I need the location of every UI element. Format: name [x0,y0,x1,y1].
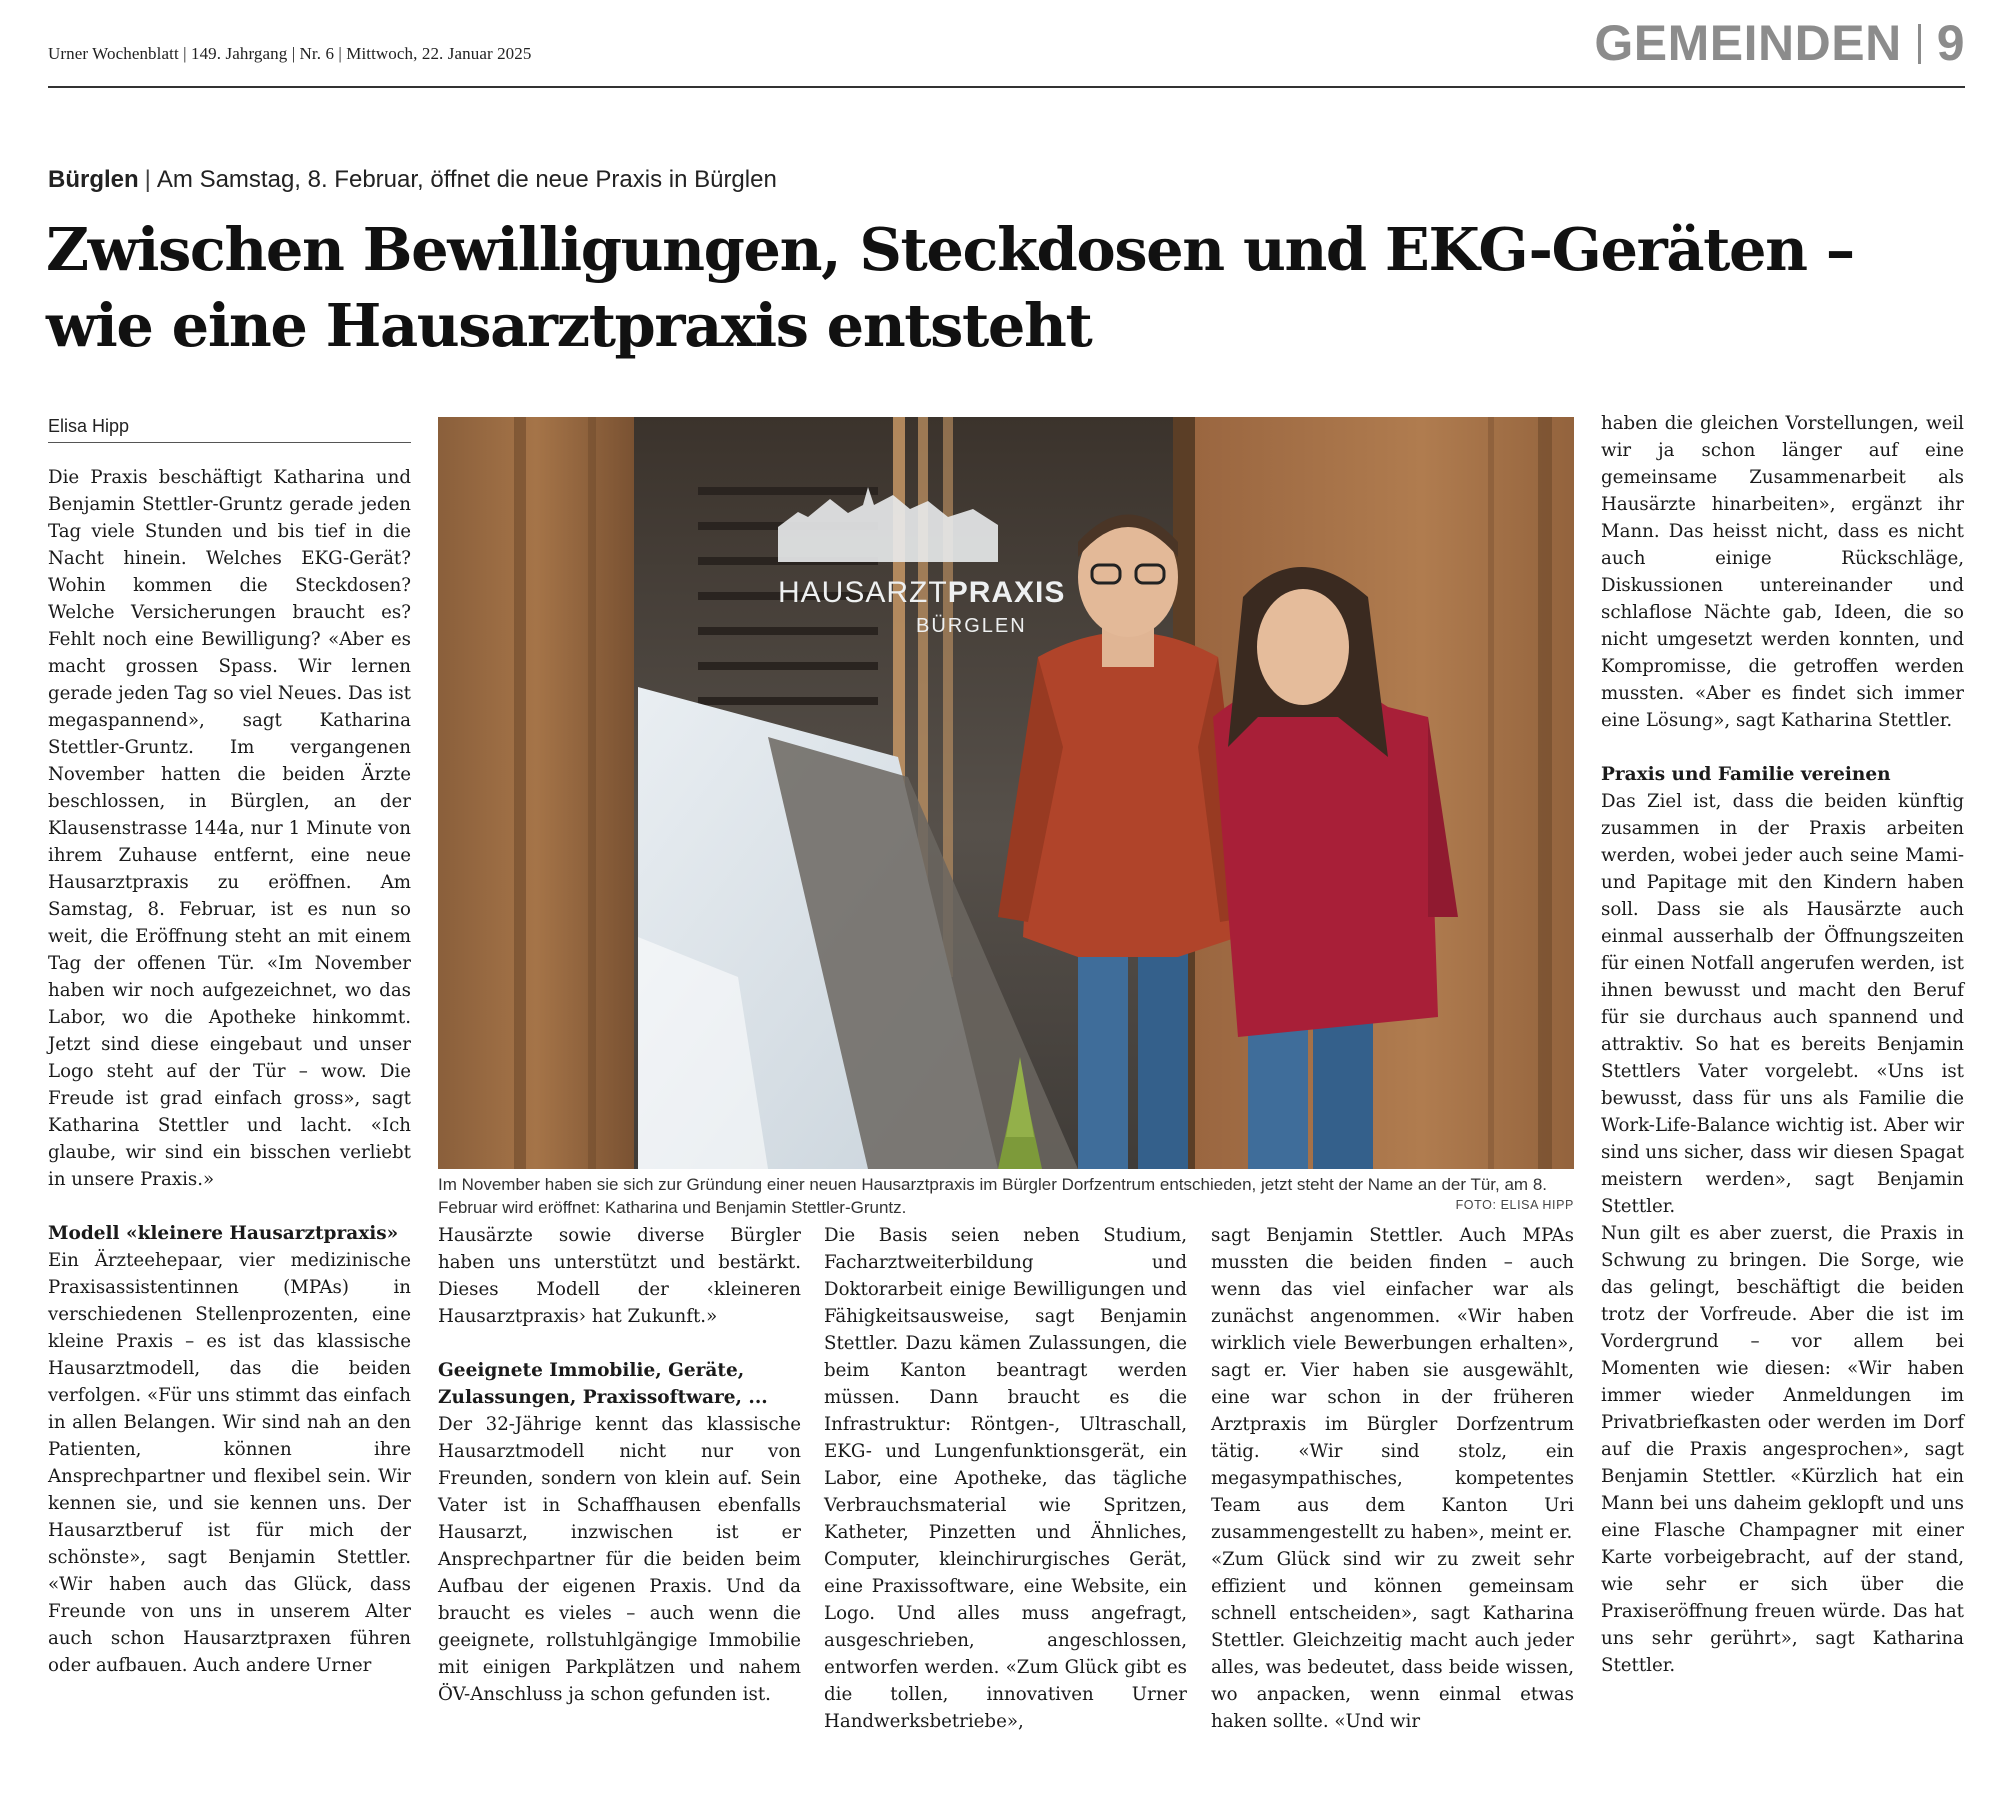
paragraph: Die Praxis beschäftigt Katharina und Benjamin Stettler-Gruntz gerade jeden Tag viele Stunden und bis tief in die Nacht hinein. Welches EKG-Gerät? Wohin kommen die Steckdosen? Welche Versicherungen braucht es? Fehlt noch eine Bewilligung? «Aber es macht grossen Spass. Wir lernen gerade jeden Tag so viel Neues. Das ist megaspannend», sagt Katharina Stettler-Gruntz. Im vergangenen November hatten die beiden Ärzte beschlossen, in Bürglen, an der Klausenstrasse 144a, nur 1 Minute von ihrem Zuhause entfernt, eine neue Hausarztpraxis zu eröffnen. Am Samstag, 8. Februar, ist es nun so weit, die Eröffnung steht an mit einem Tag der offenen Tür. «Im November haben wir noch aufgezeichnet, wo das Labor, wo die Apotheke hinkommt. Jetzt sind diese eingebaut und unser Logo steht auf der Tür – wow. Die Freude ist grad einfach gross», sagt Katharina Stettler und lacht. «Ich glaube, wir sind ein bisschen verliebt in unsere Praxis.» [48,467,411,1190]
paragraph: Der 32-Jährige kennt das klassische Hausarztmodell nicht nur von Freunden, sondern von klein auf. Sein Vater ist in Schaffhausen ebenfalls Hausarzt, inzwischen ist er Ansprechpartner für die beiden beim Aufbau der eigenen Praxis. Und da braucht es vieles – auch wenn die geeignete, rollstuhlgängige Immobilie mit einigen Parkplätzen und nahem ÖV-Anschluss ja schon gefunden ist. [438,1414,801,1705]
subheading: Praxis und Familie vereinen [1601,764,1891,785]
spacer [1601,734,1964,761]
article-column-1 [48,464,411,1679]
article-column-4 [1211,1222,1574,1735]
kicker-place: Bürglen [48,166,139,193]
photo-illustration [438,417,1574,1169]
photo-caption [438,1173,1574,1219]
sign-text: HAUSARZTPRAXIS [778,576,1066,609]
subheading: Geeignete Immobilie, Geräte, Zulassungen, Praxissoftware, ... [438,1360,768,1408]
header-rule [48,86,1965,88]
sign-place: BÜRGLEN [916,615,1027,637]
article-column-5 [1601,410,1964,1679]
page-number: 9 [1936,15,1965,71]
section-heading [1594,14,1965,72]
paragraph: Das Ziel ist, dass die beiden künftig zusammen in der Praxis arbeiten werden, wobei jeder auch seine Mami- und Papitage mit den Kindern haben soll. Dass sie als Hausärzte auch einmal ausserhalb der Öffnungszeiten für einen Notfall angerufen werden, ist ihnen bewusst und macht den Beruf für sie durchaus auch spannend und attraktiv. So hat es bereits Benjamin Stettlers Vater vorgelebt. «Uns ist bewusst, dass für uns als Familie die Work-Life-Balance wichtig ist. Aber wir sind uns sicher, dass wir diesen Spagat meistern werden», sagt Benjamin Stettler. [1601,791,1964,1217]
section-name: GEMEINDEN [1594,15,1902,71]
paragraph: haben die gleichen Vorstellungen, weil wir ja schon länger auf eine gemeinsame Zusammenarbeit als Hausärzte hinarbeiten», ergänzt ihr Mann. Das heisst nicht, dass es nicht auch einige Rückschläge, Diskussionen untereinander und schlaflose Nächte gab, Ideen, die so nicht umgesetzt werden konnten, und Kompromisse, die getroffen werden mussten. «Aber es findet sich immer eine Lösung», sagt Katharina Stettler. [1601,413,1964,731]
author-byline: Elisa Hipp [48,416,411,443]
section-divider [1918,24,1921,64]
caption-text: Im November haben sie sich zur Gründung einer neuen Hausarztpraxis im Bürgler Dorfzentrum entschieden, jetzt steht der Name an der Tür, am 8. Februar wird eröffnet: Katharina und Benjamin Stettler-Gruntz. [438,1175,1547,1217]
paragraph: Ein Ärzteehepaar, vier medizinische Praxisassistentinnen (MPAs) in verschiedenen Stellenprozenten, eine kleine Praxis – es ist das klassische Hausarztmodell, das die beiden verfolgen. «Für uns stimmt das einfach in allen Belangen. Wir sind nah an den Patienten, können ihre Ansprechpartner und flexibel sein. Wir kennen sie, und sie kennen uns. Der Hausarztberuf ist für mich der schönste», sagt Benjamin Stettler. «Wir haben auch das Glück, dass Freunde von uns in unserem Alter auch schon Hausarztpraxen führen oder aufbauen. Auch andere Urner [48,1250,411,1676]
article-column-2 [438,1222,801,1708]
paragraph: sagt Benjamin Stettler. Auch MPAs mussten die beiden finden – auch wenn das viel einfacher war als zunächst angenommen. «Wir haben wirklich viele Bewerbungen erhalten», sagt er. Vier haben sie ausgewählt, eine war schon in der früheren Arztpraxis im Bürgler Dorfzentrum tätig. «Wir sind stolz, ein megasympathisches, kompetentes Team aus dem Kanton Uri zusammengestellt zu haben», meint er. [1211,1225,1574,1543]
kicker-separator: | [144,166,151,193]
paragraph: Nun gilt es aber zuerst, die Praxis in Schwung zu bringen. Die Sorge, wie das gelingt, beschäftigt die beiden trotz der Vorfreude. Aber die ist im Vordergrund – vor allem bei Momenten wie diesen: «Wir haben immer wieder Anmeldungen im Privatbriefkasten oder werden im Dorf auf die Praxis angesprochen», sagt Benjamin Stettler. «Kürzlich hat ein Mann bei uns daheim geklopft und uns eine Flasche Champagner mit einer Karte vorbeigebracht, auf der stand, wie sehr er sich über die Praxiseröffnung freuen würde. Das hat uns sehr gerührt», sagt Katharina Stettler. [1601,1223,1964,1676]
headline: Zwischen Bewilligungen, Steckdosen und EKG-Geräten – wie eine Hausarztpraxis entsteht [46,215,1854,360]
kicker-text: Am Samstag, 8. Februar, öffnet die neue Praxis in Bürglen [156,166,777,193]
spacer [48,1193,411,1220]
article-photo [438,417,1574,1169]
paragraph: Die Basis seien neben Studium, Facharztweiterbildung und Doktorarbeit einige Bewilligungen und Fähigkeitsausweise, sagt Benjamin Stettler. Dazu kämen Zulassungen, die beim Kanton beantragt werden müssen. Dann braucht es die Infrastruktur: Röntgen-, Ultraschall, EKG- und Lungenfunktionsgerät, ein Labor, eine Apotheke, das tägliche Verbrauchsmaterial wie Spritzen, Katheter, Pinzetten und Ähnliches, Computer, kleinchirurgisches Gerät, eine Praxissoftware, eine Website, ein Logo. Und alles muss angefragt, ausgeschrieben, angeschlossen, entworfen werden. «Zum Glück gibt es die tollen, innovativen Urner Handwerksbetriebe», [824,1225,1187,1732]
photo-credit: FOTO: ELISA HIPP [1455,1198,1574,1212]
paragraph: «Zum Glück sind wir zu zweit sehr effizient und können gemeinsam schnell entscheiden», sagt Katharina Stettler. Gleichzeitig macht auch jeder alles, was bedeutet, dass beide wissen, wo anpacken, wenn einmal etwas haken sollte. «Und wir [1211,1549,1574,1732]
spacer [438,1330,801,1357]
kicker [48,166,777,194]
masthead: Urner Wochenblatt | 149. Jahrgang | Nr. 6 | Mittwoch, 22. Januar 2025 [48,44,532,63]
article-column-3 [824,1222,1187,1735]
subheading: Modell «kleinere Hausarztpraxis» [48,1223,399,1244]
paragraph: Hausärzte sowie diverse Bürgler haben uns unterstützt und bestärkt. Dieses Modell der ‹kleineren Hausarztpraxis› hat Zukunft.» [438,1225,801,1327]
